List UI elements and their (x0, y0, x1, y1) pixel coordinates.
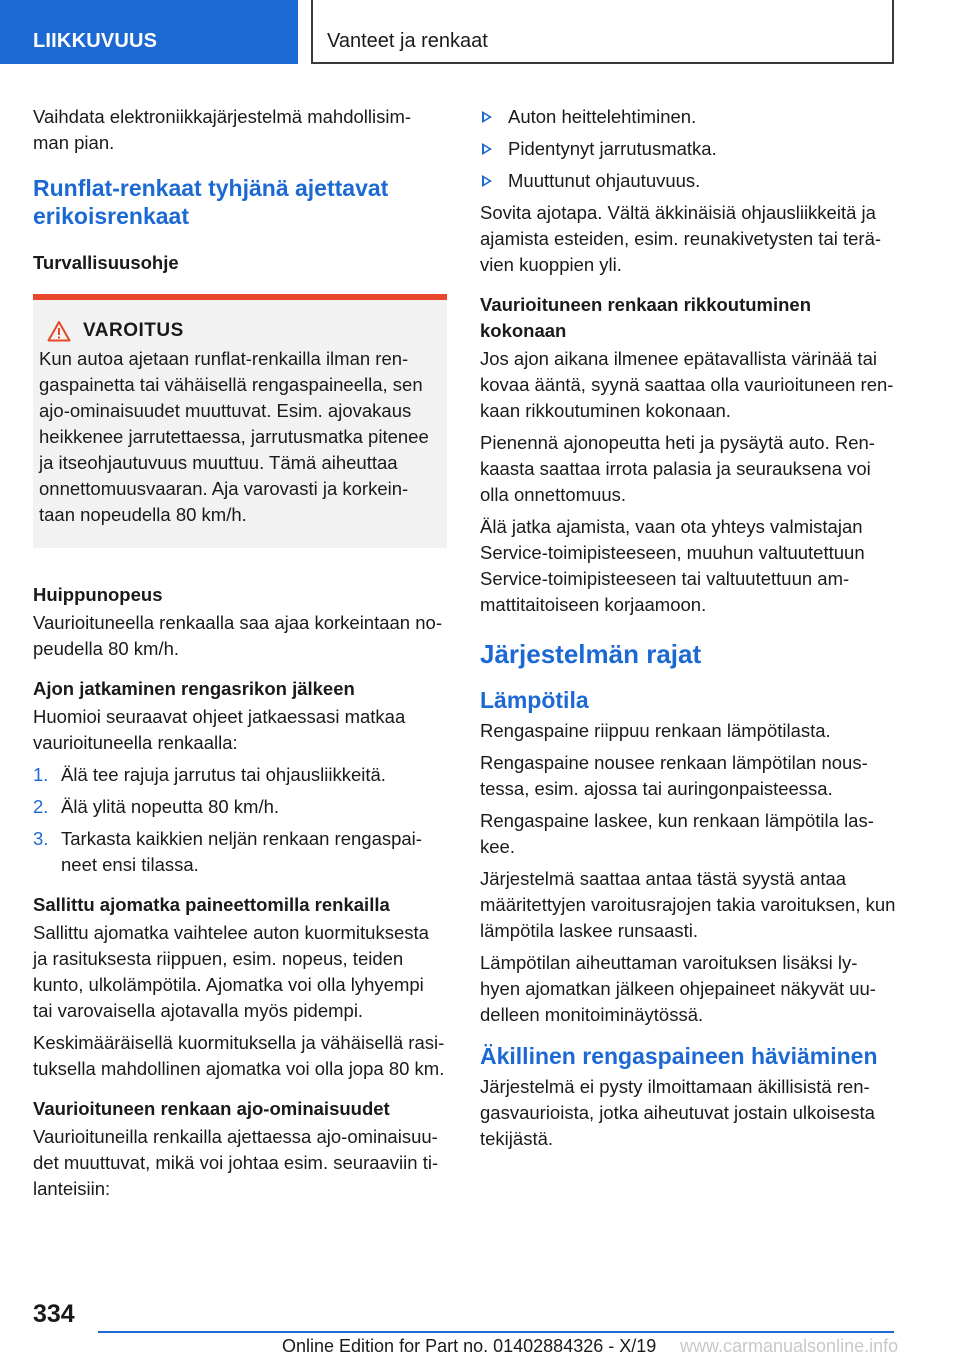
safety-label: Turvallisuusohje (33, 252, 179, 273)
temperature-text-5: Lämpötilan aiheuttaman varoituksen lisäksi ly-hyen ajomatkan jälkeen ohjepaineet näkyvät uu-delleen monitoiminäytössä. (480, 952, 876, 1025)
failure-text-2: Pienennä ajonopeutta heti ja pysäytä auto. Ren-kaasta saattaa irrota palasia ja seurauksena voi olla onnettomuus. (480, 432, 875, 505)
pressure-loss-text: Järjestelmä ei pysty ilmoittamaan äkillisistä ren-gasvaurioista, jotka aiheutuvat jostain ulkoisesta tekijästä. (480, 1076, 875, 1149)
handling-title: Vaurioituneen renkaan ajo-ominaisuudet (33, 1098, 390, 1119)
warning-box (33, 294, 447, 548)
header-chapter-label: Vanteet ja renkaat (327, 30, 488, 52)
page-number: 334 (33, 1300, 75, 1328)
bullet-text: Muuttunut ohjautuvuus. (508, 170, 701, 191)
right-column (480, 104, 896, 1158)
distance-text-1: Sallittu ajomatka vaihtelee auton kuormituksesta ja rasituksesta riippuen, esim. nopeus, teiden kunto, ulkolämpötila. Ajomatka voi olla lyhyempi tai varovaisella ajotavalla myös pidempi. (33, 922, 429, 1021)
list-item (480, 104, 896, 130)
warning-title-row (39, 318, 437, 344)
footer-divider (98, 1331, 894, 1333)
step-number: 1. (33, 764, 49, 785)
effects-list (480, 104, 896, 194)
list-item (480, 136, 896, 162)
handling-text: Vaurioituneilla renkailla ajettaessa ajo-ominaisuu-det muuttuvat, mikä voi johtaa esim. seuraaviin ti-lanteisiin: (33, 1126, 439, 1199)
temperature-text-2: Rengaspaine nousee renkaan lämpötilan nous-tessa, esim. ajossa tai auringonpaisteessa. (480, 752, 868, 799)
step-text: Tarkasta kaikkien neljän renkaan rengaspai-neet ensi tilassa. (61, 828, 422, 875)
failure-title: Vaurioituneen renkaan rikkoutuminen kokonaan (480, 294, 812, 341)
bullet-text: Pidentynyt jarrutusmatka. (508, 138, 717, 159)
footer-edition: Online Edition for Part no. 01402884326 - X/19 (282, 1336, 657, 1356)
warning-title: VAROITUS (83, 320, 184, 341)
bullet-text: Auton heittelehtiminen. (508, 106, 697, 127)
triangle-bullet-icon (482, 175, 492, 187)
header-section-tab (0, 0, 298, 64)
limits-heading: Järjestelmän rajat (480, 639, 702, 669)
triangle-bullet-icon (482, 143, 492, 155)
distance-title: Sallittu ajomatka paineettomilla renkailla (33, 894, 390, 915)
warning-triangle-icon (47, 320, 71, 342)
warning-text: Kun autoa ajetaan runflat-renkailla ilman ren-gaspainetta tai vähäisellä rengaspaineella, sen ajo-ominaisuudet muuttuvat. Esim. ajovakaus heikkenee jarrutettaessa, jarrutusmatka pitenee ja itseohjautuvuus muuttuu. Tämä aiheuttaa onnettomuusvaaran. Aja varovasti ja korkein-taan nopeudella 80 km/h. (39, 348, 429, 525)
list-item (33, 762, 447, 788)
runflat-heading: Runflat-renkaat tyhjänä ajettavat erikoisrenkaat (33, 175, 389, 229)
continue-text: Huomioi seuraavat ohjeet jatkaessasi matkaa vaurioituneella renkaalla: (33, 706, 406, 753)
footer-watermark: www.carmanualsonline.info (680, 1336, 899, 1356)
temperature-text-1: Rengaspaine riippuu renkaan lämpötilasta. (480, 720, 831, 741)
pressure-loss-heading: Äkillinen rengaspaineen häviäminen (480, 1043, 878, 1069)
list-item (33, 794, 447, 820)
step-text: Älä tee rajuja jarrutus tai ohjausliikkeitä. (61, 764, 386, 785)
failure-text-1: Jos ajon aikana ilmenee epätavallista värinää tai kovaa ääntä, syynä saattaa olla vaurioituneen ren-kaan rikkoutuminen kokonaan. (480, 348, 894, 421)
top-speed-text: Vaurioituneella renkaalla saa ajaa korkeintaan no-peudella 80 km/h. (33, 612, 442, 659)
adapt-text: Sovita ajotapa. Vältä äkkinäisiä ohjausliikkeitä ja ajamista esteiden, esim. reunakivetysten tai terä-vien kuoppien yli. (480, 202, 882, 275)
list-item (33, 826, 447, 878)
temperature-heading: Lämpötila (480, 687, 589, 713)
step-number: 2. (33, 796, 49, 817)
header-chapter-tab (311, 0, 894, 64)
triangle-bullet-icon (482, 111, 492, 123)
continue-title: Ajon jatkaminen rengasrikon jälkeen (33, 678, 355, 699)
distance-text-2: Keskimääräisellä kuormituksella ja vähäisellä rasi-tuksella mahdollinen ajomatka voi olla jopa 80 km. (33, 1032, 445, 1079)
left-column (33, 104, 447, 1208)
temperature-text-4: Järjestelmä saattaa antaa tästä syystä antaa määritettyjen varoitusrajojen takia varoituksen, kun lämpötila laskee runsaasti. (480, 868, 896, 941)
step-number: 3. (33, 828, 49, 849)
failure-text-3: Älä jatka ajamista, vaan ota yhteys valmistajan Service-toimipisteeseen, muuhun valtuutettuun Service-toimipisteeseen tai valtuutettuun am-mattitaitoiseen korjaamoon. (480, 516, 865, 615)
header-section-label: LIIKKUVUUS (33, 30, 158, 52)
list-item (480, 168, 896, 194)
top-speed-title: Huippunopeus (33, 584, 163, 605)
temperature-text-3: Rengaspaine laskee, kun renkaan lämpötila las-kee. (480, 810, 874, 857)
step-text: Älä ylitä nopeutta 80 km/h. (61, 796, 280, 817)
intro-text: Vaihdata elektroniikkajärjestelmä mahdollisim-man pian. (33, 106, 412, 153)
steps-list (33, 762, 447, 878)
